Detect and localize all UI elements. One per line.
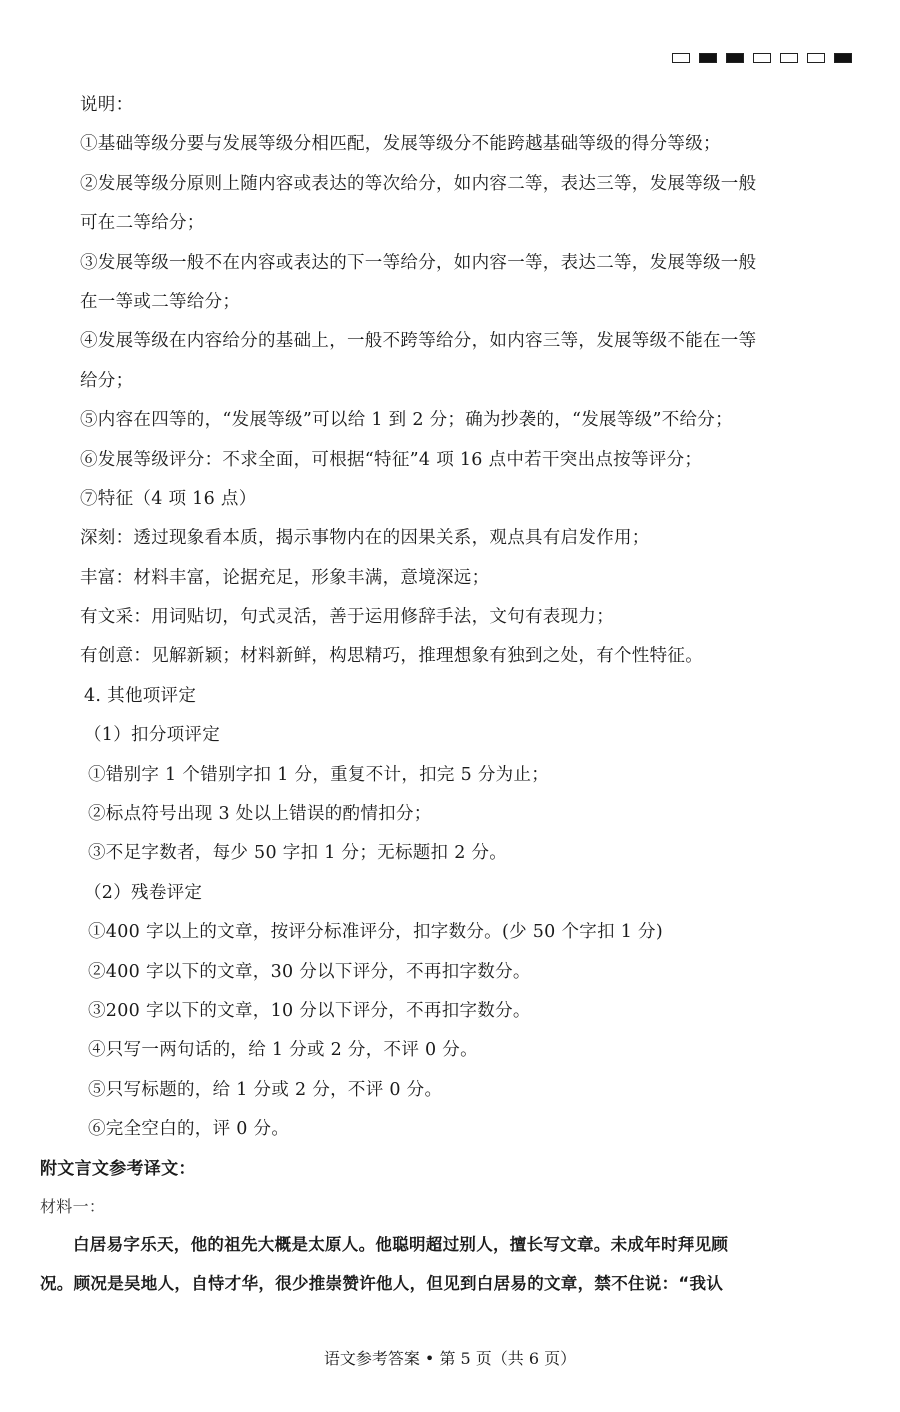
marker-square [753,53,771,63]
page-marker-squares [672,53,852,63]
incomplete-item: ⑥完全空白的，评 0 分。 [88,1119,290,1140]
translation-paragraph-line: 白居易字乐天，他的祖先大概是太原人。他聪明超过别人，擅长写文章。未成年时拜见顾 [73,1234,729,1254]
feature-line: 有创意：见解新颖；材料新鲜，构思精巧，推理想象有独到之处，有个性特征。 [80,646,703,667]
material-label: 材料一： [40,1197,106,1217]
note-item: ④发展等级在内容给分的基础上，一般不跨等给分，如内容三等，发展等级不能在一等 [80,331,757,352]
appendix-section [40,1150,870,1304]
note-item: ⑦特征（4 项 16 点） [80,488,257,509]
marker-square [699,53,717,63]
marker-square [726,53,744,63]
feature-line: 有文采：用词贴切，句式灵活，善于运用修辞手法，文句有表现力； [80,607,614,628]
notes-heading: 说明： [80,95,134,115]
marker-square [672,53,690,63]
section-heading: 4. 其他项评定 [84,685,197,706]
note-item: ⑤内容在四等的，“发展等级”可以给 1 到 2 分；确为抄袭的，“发展等级”不给分； [80,410,733,431]
translation-paragraph-line: 况。顾况是吴地人，自恃才华，很少推崇赞许他人，但见到白居易的文章，禁不住说：“我认 [40,1274,724,1294]
note-item-continued: 给分； [80,370,134,391]
note-item: ③发展等级一般不在内容或表达的下一等给分，如内容一等，表达二等，发展等级一般 [80,252,757,273]
feature-line: 丰富：材料丰富，论据充足，形象丰满，意境深远； [80,567,490,588]
marker-square [807,53,825,63]
appendix-title: 附文言文参考译文： [40,1159,196,1179]
marker-square [834,53,852,63]
incomplete-item: ①400 字以上的文章，按评分标准评分，扣字数分。(少 50 个字扣 1 分) [88,922,663,943]
incomplete-item: ②400 字以下的文章，30 分以下评分，不再扣字数分。 [88,961,531,982]
note-item: ②发展等级分原则上随内容或表达的等次给分，如内容二等，表达三等，发展等级一般 [80,173,757,194]
page-footer: 语文参考答案 • 第 5 页（共 6 页） [323,1349,577,1368]
note-item-continued: 在一等或二等给分； [80,291,241,312]
subsection-heading: （2）残卷评定 [84,882,203,903]
deduction-item: ③不足字数者，每少 50 字扣 1 分；无标题扣 2 分。 [88,843,508,864]
incomplete-item: ④只写一两句话的，给 1 分或 2 分，不评 0 分。 [88,1040,478,1061]
note-item-continued: 可在二等给分； [80,213,205,234]
deduction-item: ①错别字 1 个错别字扣 1 分，重复不计，扣完 5 分为止； [88,764,550,785]
note-item: ⑥发展等级评分：不求全面，可根据“特征”4 项 16 点中若干突出点按等评分； [80,449,703,470]
incomplete-item: ③200 字以下的文章，10 分以下评分，不再扣字数分。 [88,1000,531,1021]
note-item: ①基础等级分要与发展等级分相匹配，发展等级分不能跨越基础等级的得分等级； [80,134,721,155]
subsection-heading: （1）扣分项评定 [84,725,221,746]
feature-line: 深刻：透过现象看本质，揭示事物内在的因果关系，观点具有启发作用； [80,528,650,549]
marker-square [780,53,798,63]
document-body [80,86,860,1150]
deduction-item: ②标点符号出现 3 处以上错误的酌情扣分； [88,804,432,825]
incomplete-item: ⑤只写标题的，给 1 分或 2 分，不评 0 分。 [88,1079,443,1100]
